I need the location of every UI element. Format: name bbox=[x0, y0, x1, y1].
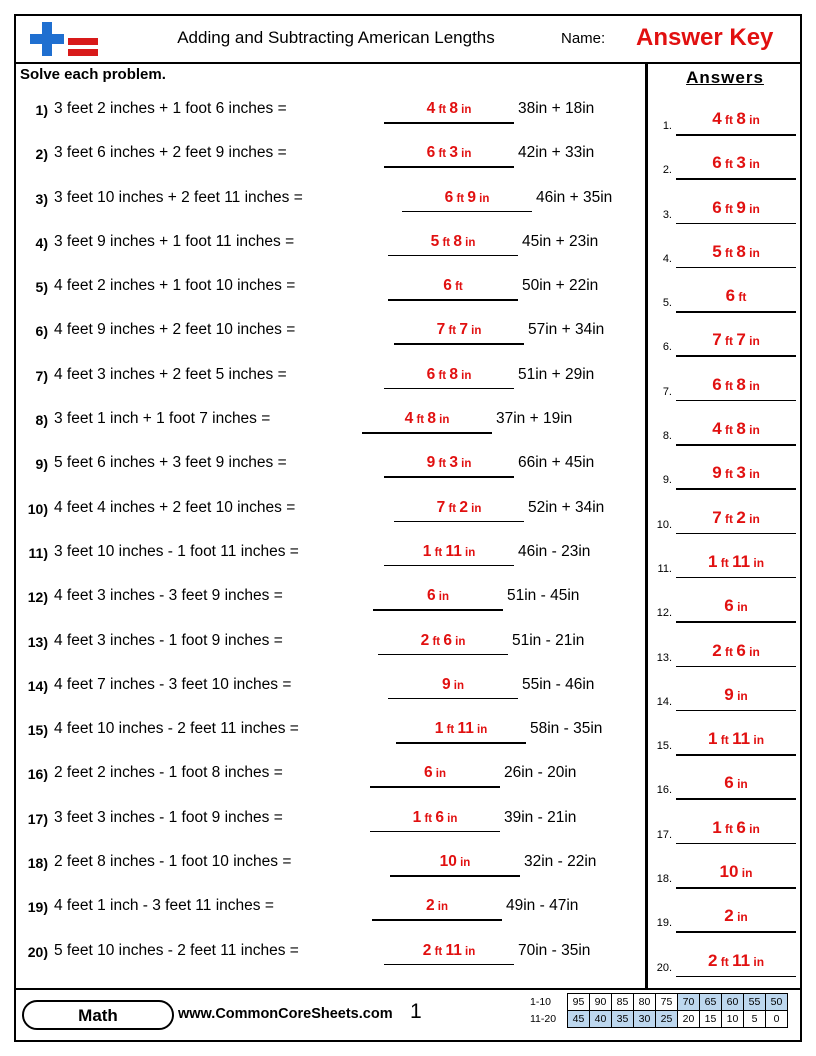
answer-key-row bbox=[652, 720, 800, 764]
answer-key-value: 6 ft bbox=[725, 286, 747, 306]
answer-key-line bbox=[676, 178, 796, 180]
answer-key-number: 5. bbox=[662, 297, 672, 310]
problem-hint: 38in + 18in bbox=[518, 100, 595, 117]
answer-key-value: 9 in bbox=[724, 684, 748, 704]
problem-number: 7) bbox=[35, 367, 48, 384]
answer-value: 6 in bbox=[423, 764, 447, 782]
problem-hint: 58in - 35in bbox=[530, 720, 603, 738]
answer-key-row bbox=[652, 100, 800, 144]
problem-number: 5) bbox=[35, 279, 48, 296]
score-cell: 85 bbox=[612, 994, 634, 1011]
problem-text: 4 feet 3 inches - 3 feet 9 inches = bbox=[54, 587, 283, 605]
score-cell: 15 bbox=[700, 1011, 722, 1028]
score-cell: 0 bbox=[766, 1011, 788, 1028]
answer-key-row bbox=[652, 410, 800, 454]
answer-key-number: 1. bbox=[662, 120, 672, 132]
answer-key-line bbox=[676, 400, 796, 402]
answer-key-row bbox=[652, 676, 800, 720]
problem-row bbox=[18, 225, 638, 269]
problem-number: 14) bbox=[27, 677, 48, 694]
answer-line bbox=[378, 654, 508, 656]
answer-key-number: 9. bbox=[662, 474, 672, 487]
answer-value: 10 in bbox=[439, 853, 471, 871]
score-row-2 bbox=[530, 1011, 788, 1028]
answer-key-value: 2 in bbox=[724, 906, 748, 926]
answer-value: 1 ft 11 in bbox=[434, 720, 488, 738]
answer-key-value: 1 ft 11 in bbox=[707, 729, 765, 749]
answer-key-line bbox=[676, 621, 796, 623]
problem-text: 3 feet 9 inches + 1 foot 11 inches = bbox=[54, 232, 295, 250]
problem-number: 8) bbox=[35, 412, 48, 429]
problem-row bbox=[18, 668, 638, 712]
score-cell: 95 bbox=[568, 994, 590, 1011]
problem-number: 18) bbox=[27, 855, 48, 872]
problem-number: 9) bbox=[35, 456, 48, 473]
answer-line bbox=[384, 964, 514, 966]
score-cell: 80 bbox=[634, 994, 656, 1011]
problem-text: 4 feet 10 inches - 2 feet 11 inches = bbox=[54, 720, 299, 738]
problem-text: 3 feet 2 inches + 1 foot 6 inches = bbox=[54, 100, 287, 117]
problem-number: 4) bbox=[35, 234, 48, 251]
page-header bbox=[16, 16, 800, 62]
answer-value: 9 in bbox=[441, 675, 465, 693]
answer-key-value: 6 ft 3 in bbox=[712, 153, 760, 173]
answer-key-row bbox=[652, 366, 800, 410]
answer-key-number: 4. bbox=[662, 252, 672, 265]
score-cell: 50 bbox=[766, 994, 788, 1011]
problem-text: 5 feet 10 inches - 2 feet 11 inches = bbox=[54, 941, 299, 959]
score-cell: 5 bbox=[744, 1011, 766, 1028]
problem-number: 20) bbox=[27, 943, 48, 960]
problem-hint: 50in + 22in bbox=[522, 277, 599, 295]
page-title: Adding and Subtracting American Lengths bbox=[177, 28, 495, 47]
answer-key-line bbox=[676, 444, 796, 446]
answer-key-row bbox=[652, 321, 800, 365]
answer-line bbox=[384, 565, 514, 567]
page-number: 1 bbox=[410, 1000, 422, 1023]
problem-text: 4 feet 3 inches + 2 feet 5 inches = bbox=[54, 365, 287, 383]
answer-key-line bbox=[676, 488, 796, 490]
problem-hint: 51in - 45in bbox=[507, 587, 580, 605]
answer-key-list bbox=[652, 100, 800, 986]
answer-line bbox=[384, 122, 514, 124]
answer-line bbox=[370, 786, 500, 788]
answer-key-value: 2 ft 11 in bbox=[707, 950, 765, 970]
answer-key-value: 6 ft 8 in bbox=[712, 374, 760, 394]
answer-key-number: 2. bbox=[662, 164, 672, 177]
score-cell: 40 bbox=[590, 1011, 612, 1028]
answer-key-line bbox=[676, 577, 796, 579]
problem-text: 3 feet 10 inches + 2 feet 11 inches = bbox=[54, 188, 303, 206]
answer-value: 6 ft 9 in bbox=[444, 188, 490, 206]
answer-key-number: 10. bbox=[656, 518, 672, 531]
answer-line bbox=[384, 476, 514, 478]
problem-number: 16) bbox=[27, 766, 48, 783]
answer-value: 2 in bbox=[425, 897, 449, 915]
subject-badge: Math bbox=[22, 1000, 174, 1030]
answer-key-line bbox=[676, 267, 796, 269]
answer-line bbox=[388, 698, 518, 700]
problem-hint: 57in + 34in bbox=[528, 321, 605, 339]
footer-divider bbox=[16, 988, 802, 990]
answer-key-row bbox=[652, 809, 800, 853]
problem-hint: 52in + 34in bbox=[528, 498, 605, 516]
score-cell: 45 bbox=[568, 1011, 590, 1028]
problem-text: 5 feet 6 inches + 3 feet 9 inches = bbox=[54, 454, 287, 472]
answer-line bbox=[394, 343, 524, 345]
answer-key-line bbox=[676, 798, 796, 800]
answer-key-row bbox=[652, 543, 800, 587]
score-row-2-label: 11-20 bbox=[530, 1013, 557, 1025]
problem-number: 12) bbox=[27, 589, 48, 606]
score-cell: 90 bbox=[590, 994, 612, 1011]
score-cell: 25 bbox=[656, 1011, 678, 1028]
problem-row bbox=[18, 402, 638, 446]
answer-key-line bbox=[676, 134, 796, 136]
answer-key-number: 15. bbox=[656, 740, 672, 753]
answer-value: 5 ft 8 in bbox=[430, 232, 476, 250]
answer-line bbox=[384, 388, 514, 390]
answer-key-row bbox=[652, 277, 800, 321]
answer-value: 7 ft 2 in bbox=[436, 498, 482, 516]
answer-value: 6 ft 8 in bbox=[426, 365, 472, 383]
problem-row bbox=[18, 313, 638, 357]
answer-line bbox=[388, 255, 518, 257]
name-label: Name: bbox=[561, 30, 606, 47]
problem-hint: 49in - 47in bbox=[506, 897, 579, 915]
answer-line bbox=[370, 831, 500, 833]
problem-number: 10) bbox=[27, 500, 48, 517]
answer-key-line bbox=[676, 887, 796, 889]
math-plus-minus-logo-icon bbox=[16, 16, 126, 62]
answer-key-line bbox=[676, 311, 796, 313]
score-cell: 55 bbox=[744, 994, 766, 1011]
answer-value: 4 ft 8 in bbox=[404, 410, 450, 428]
answer-key-value: 7 ft 7 in bbox=[712, 330, 760, 350]
problem-text: 3 feet 1 inch + 1 foot 7 inches = bbox=[54, 410, 271, 428]
problem-text: 4 feet 9 inches + 2 feet 10 inches = bbox=[54, 321, 296, 339]
problem-text: 4 feet 4 inches + 2 feet 10 inches = bbox=[54, 498, 296, 516]
problem-row bbox=[18, 712, 638, 756]
answer-line bbox=[362, 432, 492, 434]
problem-number: 15) bbox=[27, 722, 48, 739]
answer-key-line bbox=[676, 355, 796, 357]
problem-row bbox=[18, 491, 638, 535]
answer-key-value: 5 ft 8 in bbox=[712, 241, 760, 261]
problem-hint: 70in - 35in bbox=[518, 941, 591, 959]
score-cell: 20 bbox=[678, 1011, 700, 1028]
problem-row bbox=[18, 181, 638, 225]
score-cell: 65 bbox=[700, 994, 722, 1011]
answer-key-number: 17. bbox=[656, 828, 672, 841]
answer-key-row bbox=[652, 897, 800, 941]
answer-key-number: 13. bbox=[656, 651, 672, 664]
score-cell: 35 bbox=[612, 1011, 634, 1028]
answer-key-value: 10 in bbox=[719, 862, 753, 882]
answer-key-row bbox=[652, 632, 800, 676]
answer-value: 9 ft 3 in bbox=[426, 454, 472, 472]
problem-hint: 51in + 29in bbox=[518, 365, 595, 383]
score-row-1-label: 1-10 bbox=[530, 996, 552, 1008]
answer-key-row bbox=[652, 587, 800, 631]
score-cell: 75 bbox=[656, 994, 678, 1011]
problem-row bbox=[18, 624, 638, 668]
answer-key-line bbox=[676, 533, 796, 535]
problem-row bbox=[18, 446, 638, 490]
answer-key-value: 1 ft 11 in bbox=[707, 551, 765, 571]
problem-hint: 66in + 45in bbox=[518, 454, 595, 472]
problem-row bbox=[18, 358, 638, 402]
answer-key-line bbox=[676, 710, 796, 712]
score-table bbox=[530, 993, 788, 1028]
problem-row bbox=[18, 889, 638, 933]
problem-hint: 51in - 21in bbox=[512, 631, 585, 649]
problem-hint: 26in - 20in bbox=[504, 764, 577, 782]
answer-key-number: 3. bbox=[662, 208, 672, 221]
answer-key-number: 8. bbox=[662, 430, 672, 443]
answer-key-row bbox=[652, 144, 800, 188]
answer-key-value: 6 in bbox=[724, 773, 748, 793]
problem-number: 17) bbox=[27, 810, 48, 827]
answer-key-line bbox=[676, 754, 796, 756]
problem-number: 6) bbox=[35, 323, 48, 340]
answer-key-value: 4 ft 8 in bbox=[712, 419, 760, 439]
answer-key-row bbox=[652, 454, 800, 498]
answer-key-number: 16. bbox=[656, 784, 672, 797]
answer-key-value: 9 ft 3 in bbox=[712, 463, 760, 483]
plus-icon bbox=[30, 22, 64, 56]
problem-hint: 39in - 21in bbox=[504, 808, 577, 826]
answer-key-row bbox=[652, 942, 800, 986]
answer-value: 6 in bbox=[426, 587, 450, 605]
problem-text: 2 feet 2 inches - 1 foot 8 inches = bbox=[54, 764, 283, 782]
answer-key-value: 7 ft 2 in bbox=[712, 507, 760, 527]
answer-key-value: 4 ft 8 in bbox=[712, 109, 760, 128]
answer-value: 2 ft 11 in bbox=[422, 941, 476, 959]
answer-key-line bbox=[676, 931, 796, 933]
problem-row bbox=[18, 934, 638, 978]
answer-key-line bbox=[676, 976, 796, 978]
problem-row bbox=[18, 92, 638, 136]
answer-key-value: 6 in bbox=[724, 596, 748, 616]
problem-row bbox=[18, 269, 638, 313]
score-cell: 60 bbox=[722, 994, 744, 1011]
problem-hint: 55in - 46in bbox=[522, 675, 595, 693]
answer-value: 7 ft 7 in bbox=[436, 321, 482, 339]
problem-row bbox=[18, 535, 638, 579]
answer-key-row bbox=[652, 189, 800, 233]
problem-text: 3 feet 3 inches - 1 foot 9 inches = bbox=[54, 808, 283, 826]
answer-key-number: 18. bbox=[656, 873, 672, 886]
problem-row bbox=[18, 801, 638, 845]
answer-value: 1 ft 11 in bbox=[422, 542, 476, 560]
problem-number: 2) bbox=[35, 146, 48, 163]
answer-key-line bbox=[676, 843, 796, 845]
answer-key-number: 7. bbox=[662, 385, 672, 398]
answer-line bbox=[390, 875, 520, 877]
column-divider bbox=[645, 62, 648, 988]
problem-hint: 32in - 22in bbox=[524, 853, 597, 871]
answer-key-row bbox=[652, 853, 800, 897]
problem-text: 3 feet 10 inches - 1 foot 11 inches = bbox=[54, 542, 299, 560]
equals-icon bbox=[68, 38, 98, 56]
problem-row bbox=[18, 845, 638, 889]
answer-key-number: 20. bbox=[656, 961, 672, 974]
answer-key-value: 2 ft 6 in bbox=[712, 640, 760, 660]
answer-key-number: 12. bbox=[656, 607, 672, 620]
problem-text: 4 feet 3 inches - 1 foot 9 inches = bbox=[54, 631, 283, 649]
answer-value: 6 ft bbox=[443, 277, 463, 295]
problem-hint: 46in + 35in bbox=[536, 188, 613, 206]
problem-list bbox=[18, 92, 638, 978]
problem-text: 4 feet 1 inch - 3 feet 11 inches = bbox=[54, 897, 274, 915]
problem-hint: 37in + 19in bbox=[496, 410, 573, 428]
score-cell: 30 bbox=[634, 1011, 656, 1028]
answer-key-line bbox=[676, 666, 796, 668]
problem-hint: 45in + 23in bbox=[522, 232, 599, 250]
answer-line bbox=[402, 211, 532, 213]
answers-heading: Answers bbox=[686, 68, 764, 87]
score-cell: 10 bbox=[722, 1011, 744, 1028]
answer-line bbox=[394, 521, 524, 523]
header-divider bbox=[16, 62, 802, 64]
problem-hint: 42in + 33in bbox=[518, 144, 595, 162]
answer-key-value: 1 ft 6 in bbox=[712, 817, 760, 837]
answer-line bbox=[396, 742, 526, 744]
answer-key-number: 11. bbox=[657, 562, 672, 575]
answer-key-row bbox=[652, 233, 800, 277]
instructions: Solve each problem. bbox=[20, 66, 166, 83]
answer-value: 6 ft 3 in bbox=[426, 144, 472, 162]
answer-key-line bbox=[676, 223, 796, 225]
answer-line bbox=[372, 919, 502, 921]
problem-number: 3) bbox=[35, 190, 48, 207]
answer-key-row bbox=[652, 499, 800, 543]
problem-row bbox=[18, 756, 638, 800]
answer-line bbox=[384, 166, 514, 168]
problem-row bbox=[18, 579, 638, 623]
answer-key-row bbox=[652, 764, 800, 808]
problem-number: 11) bbox=[28, 544, 48, 561]
problem-hint: 46in - 23in bbox=[518, 542, 591, 560]
score-row-1 bbox=[530, 994, 788, 1011]
problem-row bbox=[18, 136, 638, 180]
website-url: www.CommonCoreSheets.com bbox=[178, 1006, 393, 1022]
score-cell: 70 bbox=[678, 994, 700, 1011]
answer-value: 2 ft 6 in bbox=[420, 631, 466, 649]
answer-key-value: 6 ft 9 in bbox=[712, 197, 760, 217]
answer-line bbox=[373, 609, 503, 611]
problem-number: 1) bbox=[35, 102, 48, 118]
answer-line bbox=[388, 299, 518, 301]
problem-text: 2 feet 8 inches - 1 foot 10 inches = bbox=[54, 853, 292, 871]
problem-text: 3 feet 6 inches + 2 feet 9 inches = bbox=[54, 144, 287, 162]
answer-key-stamp: Answer Key bbox=[636, 24, 774, 51]
answer-key-number: 19. bbox=[656, 917, 672, 930]
problem-number: 19) bbox=[27, 899, 48, 916]
answer-value: 1 ft 6 in bbox=[412, 808, 458, 826]
answer-key-number: 14. bbox=[656, 695, 672, 708]
answer-key-number: 6. bbox=[662, 341, 672, 354]
answer-value: 4 ft 8 in bbox=[426, 100, 472, 117]
problem-number: 13) bbox=[27, 633, 48, 650]
problem-text: 4 feet 7 inches - 3 feet 10 inches = bbox=[54, 675, 292, 693]
problem-text: 4 feet 2 inches + 1 foot 10 inches = bbox=[54, 277, 296, 295]
